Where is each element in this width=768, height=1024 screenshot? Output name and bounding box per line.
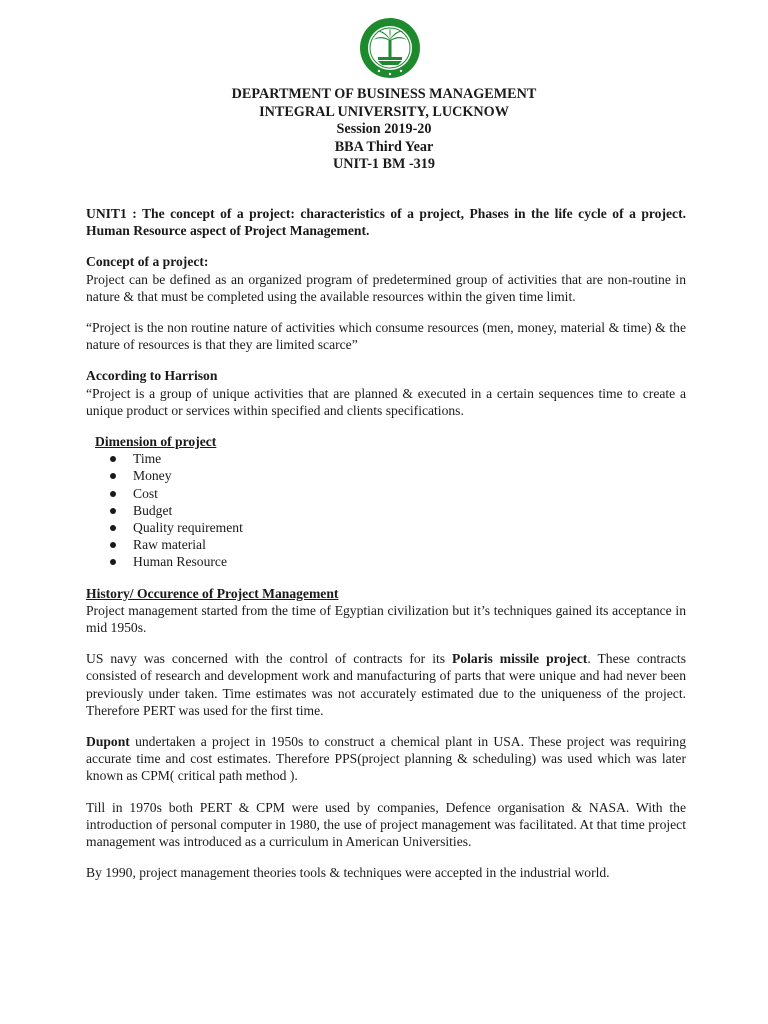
concept-quote: “Project is the non routine nature of activities which consume resources (men, money, material & time) & the nature of resources is that they are limited scarce”	[86, 320, 686, 353]
session-label: Session 2019-20	[336, 121, 432, 138]
bullet-icon	[110, 525, 116, 531]
polaris-emphasis: Polaris missile project	[452, 651, 588, 667]
concept-body: Project can be defined as an organized program of predetermined group of activities that are non-routine in nature & that must be completed using the available resources within the given time limit.	[86, 271, 686, 304]
harrison-heading: According to Harrison	[86, 368, 218, 384]
dimension-heading: Dimension of project	[95, 434, 217, 450]
list-item: Time	[86, 450, 686, 467]
history-paragraph-4: Till in 1970s both PERT & CPM were used by companies, Defence organisation & NASA. With the introduction of personal computer in 1980, the use of project management was facilitated. At that time project management was introduced as a curriculum in American Universities.	[86, 799, 686, 850]
document-header	[0, 86, 768, 174]
university-title: INTEGRAL UNIVERSITY, LUCKNOW	[259, 103, 509, 120]
department-title: DEPARTMENT OF BUSINESS MANAGEMENT	[231, 86, 537, 102]
history-paragraph-1: Project management started from the time of Egyptian civilization but it’s techniques gained its acceptance in mid 1950s.	[86, 602, 686, 636]
harrison-body: “Project is a group of unique activities that are planned & executed in a certain sequences time to create a unique product or services within specified and clients specifications.	[86, 385, 686, 418]
document-body	[86, 205, 686, 882]
list-item: Raw material	[86, 536, 686, 553]
bullet-icon	[110, 542, 116, 548]
bullet-icon	[110, 473, 116, 479]
unit-label: UNIT-1 BM -319	[333, 156, 435, 173]
history-paragraph-5: By 1990, project management theories tools & techniques were accepted in the industrial world.	[86, 865, 610, 881]
unit-title: UNIT1 : The concept of a project: characteristics of a project, Phases in the life cycle of a project. Human Resource aspect of Project Management.	[86, 206, 686, 239]
list-item: Cost	[86, 485, 686, 502]
list-item: Quality requirement	[86, 519, 686, 536]
list-item: Money	[86, 467, 686, 484]
dupont-emphasis: Dupont	[86, 734, 130, 750]
history-paragraph-2: US navy was concerned with the control of contracts for its Polaris missile project. These contracts consisted of research and development work and manufacturing of parts that were unique and had never been previously under taken. Time estimates was not accurately estimated due to the uniqueness of the project. Therefore PERT was used for the first time.	[86, 651, 686, 718]
history-heading: History/ Occurence of Project Management	[86, 585, 339, 601]
concept-heading: Concept of a project:	[86, 254, 209, 270]
university-logo-icon	[358, 16, 422, 80]
list-item: Human Resource	[86, 553, 686, 570]
history-paragraph-3: Dupont undertaken a project in 1950s to construct a chemical plant in USA. These project was requiring accurate time and cost estimates. Therefore PPS(project planning & scheduling) was used which was later known as CPM( critical path method ).	[86, 734, 686, 784]
bullet-icon	[110, 491, 116, 497]
bullet-icon	[110, 508, 116, 514]
dimension-list	[86, 450, 686, 570]
bullet-icon	[110, 456, 116, 462]
bullet-icon	[110, 559, 116, 565]
list-item: Budget	[86, 502, 686, 519]
year-label: BBA Third Year	[334, 138, 434, 155]
